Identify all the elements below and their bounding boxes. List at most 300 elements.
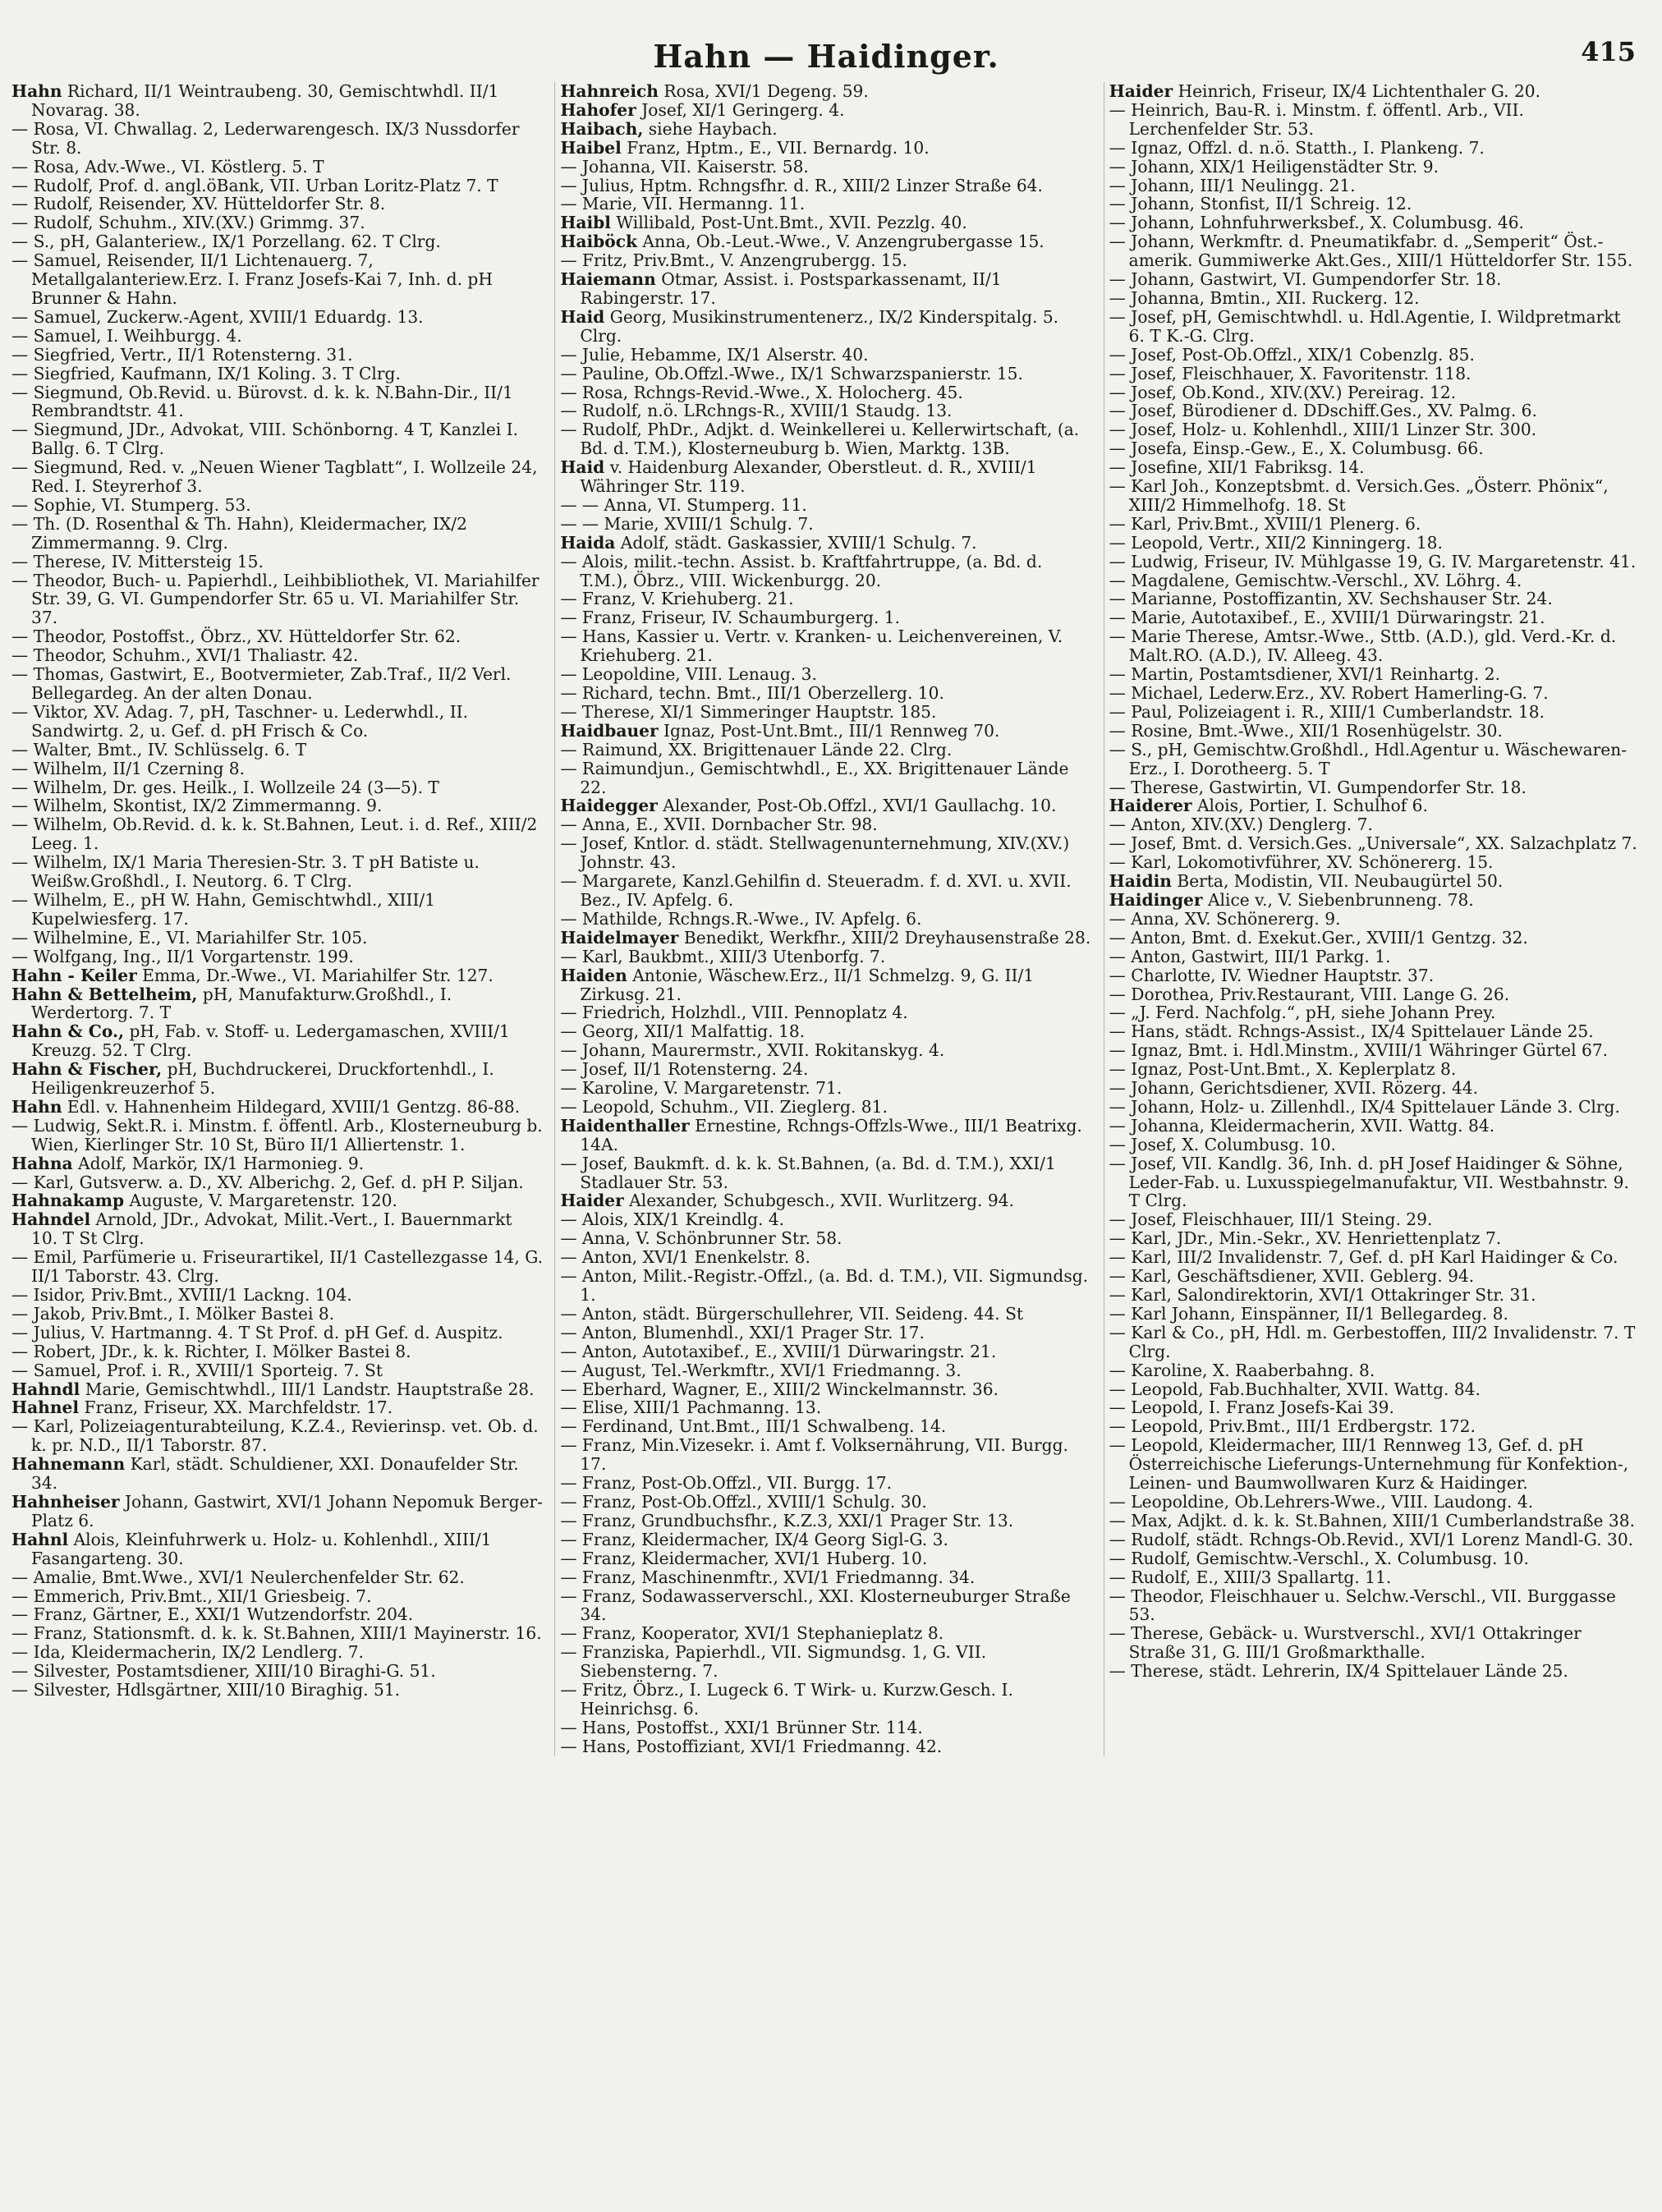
directory-entry — [11, 1531, 543, 1568]
directory-entry — [1109, 158, 1641, 177]
entry-surname: Haibl — [560, 213, 611, 233]
directory-entry — [11, 1605, 543, 1624]
entry-surname: Hahna — [11, 1153, 73, 1173]
entry-text: — August, Tel.-Werkmftr., XVI/1 Friedmanng. 3. — [560, 1360, 962, 1380]
directory-entry — [1109, 1136, 1641, 1154]
directory-entry — [560, 741, 1091, 760]
directory-entry — [560, 1436, 1091, 1474]
entry-text: — Therese, Gebäck- u. Wurstverschl., XVI/1 Ottakringer Straße 31, G. III/1 Großmarkthalle. — [1109, 1623, 1582, 1663]
entry-text: — Hans, Kassier u. Vertr. v. Kranken- u. Leichenvereinen, V. Kriehuberg. 21. — [560, 626, 1063, 666]
entry-text: — Julius, V. Hartmanng. 4. T St Prof. d. pH Gef. d. Auspitz. — [11, 1322, 503, 1342]
entry-text: — Johann, Stonfist, II/1 Schreig. 12. — [1109, 194, 1412, 214]
entry-text: — Josef, II/1 Rotensterng. 24. — [560, 1059, 809, 1080]
running-head: Hahn — Haidinger. — [653, 38, 999, 75]
directory-entry — [560, 270, 1091, 308]
entry-text: — Karl, Polizeiagenturabteilung, K.Z.4., Revierinsp. vet. Ob. d. k. pr. N.D., II/1 Taborstr. 87. — [11, 1416, 539, 1456]
directory-entry — [11, 1305, 543, 1324]
entry-text: — Josef, Ob.Kond., XIV.(XV.) Pereirag. 12. — [1109, 382, 1457, 402]
directory-entry — [1109, 139, 1641, 158]
directory-entry — [560, 1719, 1091, 1737]
entry-surname: Hahn - Keiler — [11, 965, 137, 985]
entry-text: Franz, Friseur, XX. Marchfeldstr. 17. — [79, 1397, 393, 1418]
entry-text: pH, Manufakturw.Großhdl., I. Werdertorg. 7. T — [31, 984, 452, 1023]
entry-text: — Franz, Gärtner, E., XXI/1 Wutzendorfstr. 204. — [11, 1604, 414, 1625]
entry-text: — Elise, XIII/1 Pachmanng. 13. — [560, 1397, 822, 1418]
directory-entry — [1109, 101, 1641, 139]
directory-entry — [11, 1022, 543, 1060]
directory-entry — [11, 82, 543, 120]
directory-entry — [11, 553, 543, 571]
directory-entry — [11, 383, 543, 421]
directory-entry — [560, 1549, 1091, 1568]
entry-text: — Silvester, Postamtsdiener, XIII/10 Biraghi-G. 51. — [11, 1661, 436, 1682]
entry-surname: Hahn — [11, 81, 62, 101]
directory-entry — [560, 948, 1091, 966]
directory-entry — [11, 1117, 543, 1154]
entry-surname: Haibach, — [560, 118, 644, 139]
entry-text: — Theodor, Schuhm., XVI/1 Thaliastr. 42. — [11, 645, 359, 666]
directory-entry — [1109, 270, 1641, 289]
entry-text: — Franz, Grundbuchsfhr., K.Z.3, XXI/1 Prager Str. 13. — [560, 1510, 1014, 1531]
directory-entry — [1109, 1060, 1641, 1079]
entry-text: — Wilhelm, Skontist, IX/2 Zimmermanng. 9. — [11, 796, 383, 816]
entry-text: — Johann, III/1 Neulingg. 21. — [1109, 175, 1356, 195]
directory-entry — [560, 1191, 1091, 1210]
entry-text: — Rudolf, Reisender, XV. Hütteldorfer Str. 8. — [11, 194, 386, 214]
directory-entry — [1109, 365, 1641, 383]
directory-entry — [11, 665, 543, 703]
entry-text: — Theodor, Postoffst., Öbrz., XV. Hütteldorfer Str. 62. — [11, 626, 461, 647]
entry-text: — S., pH, Galanteriew., IX/1 Porzellang. 62. T Clrg. — [11, 232, 441, 252]
directory-entry — [1109, 439, 1641, 458]
directory-entry — [560, 665, 1091, 684]
directory-entry — [1109, 1493, 1641, 1512]
directory-entry — [1109, 289, 1641, 308]
entry-text: Alois, Kleinfuhrwerk u. Holz- u. Kohlenhdl., XIII/1 Fasangarteng. 30. — [31, 1529, 492, 1568]
directory-entry — [11, 232, 543, 251]
entry-text: — Samuel, Prof. i. R., XVIII/1 Sporteig. 7. St — [11, 1360, 383, 1380]
entry-text: — Rudolf, Prof. d. angl.öBank, VII. Urban Loritz-Platz 7. T — [11, 175, 498, 195]
directory-entry — [1109, 1041, 1641, 1060]
entry-text: — Theodor, Buch- u. Papierhdl., Leihbibliothek, VI. Mariahilfer Str. 39, G. VI. Gumpendorfer Str. 65 u. VI. Mariahilfer Str. 37. — [11, 570, 539, 628]
directory-entry — [1109, 1398, 1641, 1417]
page-number: 415 — [1581, 36, 1636, 67]
entry-text: — Karl, Lokomotivführer, XV. Schönererg. 15. — [1109, 852, 1494, 873]
directory-entry — [11, 1398, 543, 1417]
entry-text: — Siegfried, Vertr., II/1 Rotensterng. 31. — [11, 344, 353, 365]
directory-entry — [11, 948, 543, 966]
entry-text: — Ludwig, Friseur, IV. Mühlgasse 19, G. IV. Margaretenstr. 41. — [1109, 551, 1637, 571]
entry-text: — Anna, V. Schönbrunner Str. 58. — [560, 1228, 842, 1249]
column-2 — [554, 82, 1091, 1756]
entry-text: — Johann, Werkmftr. d. Pneumatikfabr. d. „Semperit“ Öst.-amerik. Gummiwerke Akt.Ges., XIII/1 Hütteldorfer Str. 155. — [1109, 232, 1633, 271]
directory-entry — [1109, 872, 1641, 891]
directory-entry — [11, 1643, 543, 1662]
directory-entry — [1109, 1267, 1641, 1286]
directory-entry — [560, 1098, 1091, 1117]
directory-entry — [560, 1643, 1091, 1681]
entry-text: — Alois, XIX/1 Kreindlg. 4. — [560, 1209, 785, 1230]
directory-entry — [1109, 948, 1641, 966]
directory-entry — [1109, 534, 1641, 553]
directory-entry — [560, 101, 1091, 120]
entry-text: — Fritz, Öbrz., I. Lugeck 6. T Wirk- u. Kurzw.Gesch. I. Heinrichsg. 6. — [560, 1680, 1013, 1719]
directory-entry — [11, 985, 543, 1023]
entry-text: — Therese, XI/1 Simmeringer Hauptstr. 185. — [560, 701, 937, 722]
entry-text: — — Anna, VI. Stumperg. 11. — [560, 494, 807, 515]
entry-text: Alexander, Post-Ob.Offzl., XVI/1 Gaullachg. 10. — [657, 796, 1057, 816]
directory-entry — [11, 1324, 543, 1342]
directory-entry — [11, 458, 543, 496]
directory-entry — [11, 1380, 543, 1399]
entry-surname: Haiböck — [560, 232, 638, 252]
directory-entry — [1109, 402, 1641, 420]
directory-entry — [560, 458, 1091, 496]
directory-entry — [11, 327, 543, 346]
directory-entry — [11, 703, 543, 741]
entry-text: — Anton, Gastwirt, III/1 Parkg. 1. — [1109, 946, 1391, 966]
entry-text: — Josef, Kntlor. d. städt. Stellwagenunternehmung, XIV.(XV.) Johnstr. 43. — [560, 833, 1070, 873]
entry-text: — Alois, milit.-techn. Assist. b. Kraftfahrtruppe, (a. Bd. d. T.M.), Öbrz., VIII. Wickenburgg. 20. — [560, 551, 1043, 590]
directory-entry — [560, 1324, 1091, 1342]
directory-entry — [11, 1191, 543, 1210]
directory-entry — [560, 703, 1091, 722]
directory-entry — [1109, 477, 1641, 515]
directory-entry — [560, 1681, 1091, 1719]
entry-text: — Isidor, Priv.Bmt., XVIII/1 Lackng. 104. — [11, 1285, 352, 1305]
directory-entry — [1109, 627, 1641, 665]
directory-entry — [560, 1079, 1091, 1098]
directory-entry — [11, 571, 543, 628]
entry-text: — Johann, Gastwirt, VI. Gumpendorfer Str. 18. — [1109, 269, 1502, 290]
entry-text: — Siegmund, Red. v. „Neuen Wiener Tagblatt“, I. Wollzeile 24, Red. I. Steyrerhof 3. — [11, 457, 538, 497]
entry-text: Willibald, Post-Unt.Bmt., XVII. Pezzlg. 40. — [610, 213, 967, 233]
directory-entry — [560, 1003, 1091, 1022]
entry-text: — Josefine, XII/1 Fabriksg. 14. — [1109, 457, 1365, 478]
entry-text: Georg, Musikinstrumentenerz., IX/2 Kinderspitalg. 5. Clrg. — [580, 306, 1059, 346]
directory-entry — [1109, 1098, 1641, 1117]
entry-text: — Rosa, Rchngs-Revid.-Wwe., X. Holocherg. 45. — [560, 382, 963, 402]
entry-text: Karl, städt. Schuldiener, XXI. Donaufelder Str. 34. — [31, 1454, 519, 1494]
directory-entry — [11, 1455, 543, 1493]
directory-entry — [1109, 515, 1641, 534]
entry-text: — Wilhelmine, E., VI. Mariahilfer Str. 105. — [11, 927, 368, 948]
directory-entry — [1109, 665, 1641, 684]
directory-entry — [11, 120, 543, 158]
directory-entry — [1109, 1229, 1641, 1248]
directory-entry — [560, 120, 1091, 139]
entry-text: Richard, II/1 Weintraubeng. 30, Gemischtwhdl. II/1 Novarag. 38. — [31, 81, 499, 120]
entry-text: — Rosine, Bmt.-Wwe., XII/1 Rosenhügelstr. 30. — [1109, 720, 1503, 741]
entry-surname: Haidin — [1109, 871, 1172, 892]
entry-text: — Anton, XIV.(XV.) Denglerg. 7. — [1109, 815, 1373, 835]
entry-text: — Amalie, Bmt.Wwe., XVI/1 Neulerchenfelder Str. 62. — [11, 1567, 465, 1587]
directory-entry — [11, 177, 543, 195]
directory-entry — [1109, 1361, 1641, 1380]
entry-text: — Leopold, Priv.Bmt., III/1 Erdbergstr. 172. — [1109, 1416, 1476, 1437]
directory-entry — [1109, 458, 1641, 477]
entry-text: — Thomas, Gastwirt, E., Bootvermieter, Zab.Traf., II/2 Verl. Bellegardeg. An der alten Donau. — [11, 664, 512, 703]
entry-text: — Ida, Kleidermacherin, IX/2 Lendlerg. 7. — [11, 1642, 364, 1663]
directory-entry — [1109, 1305, 1641, 1324]
entry-text: — Silvester, Hdlsgärtner, XIII/10 Biraghig. 51. — [11, 1680, 401, 1700]
entry-text: Alexander, Schubgesch., XVII. Wurlitzerg. 94. — [623, 1191, 1014, 1211]
directory-entry — [11, 1568, 543, 1587]
column-3 — [1104, 82, 1641, 1756]
directory-entry — [560, 1267, 1091, 1305]
directory-entry — [1109, 1154, 1641, 1211]
entry-text: — Marianne, Postoffizantin, XV. Sechshauser Str. 24. — [1109, 589, 1553, 609]
directory-entry — [11, 158, 543, 177]
entry-text: Emma, Dr.-Wwe., VI. Mariahilfer Str. 127. — [136, 965, 494, 985]
directory-entry — [1109, 1380, 1641, 1399]
entry-surname: Haidenthaller — [560, 1115, 690, 1136]
entry-text: — Viktor, XV. Adag. 7, pH, Taschner- u. Lederwhdl., II. Sandwirtg. 2, u. Gef. d. pH Frisch & Co. — [11, 701, 469, 741]
entry-text: — Rudolf, PhDr., Adjkt. d. Weinkellerei u. Kellerwirtschaft, (a. Bd. d. T.M.), Klosterneuburg b. Wien, Marktg. 13B. — [560, 420, 1080, 459]
entry-surname: Haiden — [560, 965, 627, 985]
directory-entry — [11, 646, 543, 665]
directory-entry — [560, 177, 1091, 195]
directory-entry — [11, 251, 543, 308]
directory-entry — [560, 1154, 1091, 1192]
entry-text: — Johann, Maurermstr., XVII. Rokitanskyg. 4. — [560, 1040, 945, 1061]
directory-entry — [560, 872, 1091, 910]
directory-entry — [560, 684, 1091, 703]
directory-entry — [560, 1117, 1091, 1154]
directory-entry — [560, 1342, 1091, 1361]
entry-text: — Raimund, XX. Brigittenauer Lände 22. Clrg. — [560, 739, 953, 760]
entry-text: — Walter, Bmt., IV. Schlüsselg. 6. T — [11, 739, 307, 760]
directory-entry — [560, 834, 1091, 872]
directory-entry — [11, 891, 543, 929]
directory-entry — [1109, 1286, 1641, 1305]
directory-entry — [1109, 177, 1641, 195]
entry-text: — — Marie, XVIII/1 Schulg. 7. — [560, 513, 814, 534]
entry-text: — Ignaz, Post-Unt.Bmt., X. Keplerplatz 8. — [1109, 1059, 1457, 1080]
directory-entry — [560, 365, 1091, 383]
directory-entry — [1109, 966, 1641, 985]
entry-text: — Rudolf, E., XIII/3 Spallartg. 11. — [1109, 1567, 1392, 1587]
entry-surname: Haiemann — [560, 269, 656, 290]
directory-entry — [1109, 1624, 1641, 1662]
directory-entry — [1109, 308, 1641, 346]
directory-entry — [560, 910, 1091, 929]
directory-entry — [560, 1305, 1091, 1324]
directory-entry — [560, 195, 1091, 213]
entry-text: — Rosa, Adv.-Wwe., VI. Köstlerg. 5. T — [11, 156, 324, 177]
directory-entry — [1109, 1022, 1641, 1041]
entry-text: — Mathilde, Rchngs.R.-Wwe., IV. Apfelg. 6. — [560, 908, 922, 929]
directory-entry — [11, 1624, 543, 1643]
entry-surname: Hahnel — [11, 1397, 80, 1418]
entry-text: — Emmerich, Priv.Bmt., XII/1 Griesbeig. 7. — [11, 1586, 372, 1606]
directory-entry — [1109, 1003, 1641, 1022]
directory-entry — [1109, 1117, 1641, 1136]
entry-surname: Haidinger — [1109, 889, 1203, 910]
entry-text: Anna, Ob.-Leut.-Wwe., V. Anzengrubergasse 15. — [637, 232, 1044, 252]
directory-entry — [1109, 1436, 1641, 1493]
entry-text: — Th. (D. Rosenthal & Th. Hahn), Kleidermacher, IX/2 Zimmermanng. 9. Clrg. — [11, 513, 467, 553]
entry-text: — Karl, Gutsverw. a. D., XV. Alberichg. 2, Gef. d. pH P. Siljan. — [11, 1172, 524, 1192]
directory-entry — [560, 590, 1091, 608]
directory-entry — [11, 1493, 543, 1531]
entry-surname: Hahnl — [11, 1529, 69, 1549]
entry-text: — Anton, städt. Bürgerschullehrer, VII. Seideng. 44. St — [560, 1303, 1024, 1324]
entry-text: — Hans, Postoffst., XXI/1 Brünner Str. 114. — [560, 1717, 923, 1737]
directory-entry — [560, 213, 1091, 232]
entry-text: — Robert, JDr., k. k. Richter, I. Mölker Bastei 8. — [11, 1341, 411, 1361]
entry-text: — Leopold, Schuhm., VII. Zieglerg. 81. — [560, 1096, 888, 1117]
entry-text: — Johanna, VII. Kaiserstr. 58. — [560, 156, 809, 177]
entry-text: — Josef, Bürodiener d. DDschiff.Ges., XV. Palmg. 6. — [1109, 401, 1537, 421]
entry-text: — Samuel, I. Weihburgg. 4. — [11, 325, 242, 346]
directory-entry — [560, 1417, 1091, 1436]
entry-text: — Sophie, VI. Stumperg. 53. — [11, 494, 251, 515]
entry-text: — Karl, Salondirektorin, XVI/1 Ottakringer Str. 31. — [1109, 1285, 1536, 1305]
entry-text: — Johanna, Bmtin., XII. Ruckerg. 12. — [1109, 287, 1420, 308]
entry-text: — Ignaz, Offzl. d. n.ö. Statth., I. Plankeng. 7. — [1109, 137, 1485, 158]
directory-entry — [560, 402, 1091, 420]
directory-entry — [11, 815, 543, 853]
entry-text: Adolf, Markör, IX/1 Harmonieg. 9. — [72, 1153, 365, 1173]
directory-entry — [11, 778, 543, 797]
entry-text: — Ludwig, Sekt.R. i. Minstm. f. öffentl. Arb., Klosterneuburg b. Wien, Kierlinger Str. 10 St, Büro II/1 Alliertenstr. 1. — [11, 1115, 543, 1154]
directory-entry — [11, 420, 543, 458]
entry-text: — Wolfgang, Ing., II/1 Vorgartenstr. 199. — [11, 946, 354, 966]
entry-text: Ernestine, Rchngs-Offzls-Wwe., III/1 Beatrixg. 14A. — [580, 1115, 1082, 1154]
entry-text: — Julie, Hebamme, IX/1 Alserstr. 40. — [560, 344, 869, 365]
directory-columns — [11, 82, 1641, 1756]
entry-text: — Martin, Postamtsdiener, XVI/1 Reinhartg. 2. — [1109, 664, 1501, 685]
directory-entry — [560, 1568, 1091, 1587]
entry-surname: Haid — [560, 306, 605, 327]
directory-entry — [560, 1041, 1091, 1060]
directory-entry — [1109, 1417, 1641, 1436]
entry-text: — Leopold, Fab.Buchhalter, XVII. Wattg. 84. — [1109, 1379, 1481, 1399]
directory-entry — [11, 496, 543, 515]
directory-entry — [560, 1737, 1091, 1756]
directory-entry — [1109, 1568, 1641, 1587]
entry-text: — Franz, V. Kriehuberg. 21. — [560, 589, 794, 609]
entry-text: — Franz, Maschinenmftr., XVI/1 Friedmanng. 34. — [560, 1567, 976, 1587]
entry-text: Alice v., V. Siebenbrunneng. 78. — [1202, 889, 1474, 910]
directory-entry — [1109, 910, 1641, 929]
directory-entry — [11, 1060, 543, 1098]
entry-text: — Karl, Priv.Bmt., XVIII/1 Plenerg. 6. — [1109, 513, 1421, 534]
directory-entry — [1109, 608, 1641, 627]
entry-text: — Anton, Blumenhdl., XXI/1 Prager Str. 17. — [560, 1322, 925, 1342]
entry-text: Alois, Portier, I. Schulhof 6. — [1191, 796, 1428, 816]
entry-text: — Therese, IV. Mittersteig 15. — [11, 551, 264, 571]
entry-text: — Ignaz, Bmt. i. Hdl.Minstm., XVIII/1 Währinger Gürtel 67. — [1109, 1040, 1609, 1061]
entry-text: — Leopold, Vertr., XII/2 Kinningerg. 18. — [1109, 532, 1443, 553]
directory-entry — [11, 1173, 543, 1192]
entry-text: — Johann, Holz- u. Zillenhdl., IX/4 Spittelauer Lände 3. Clrg. — [1109, 1096, 1620, 1117]
entry-text: — Leopoldine, VIII. Lenaug. 3. — [560, 664, 817, 685]
entry-text: — Wilhelm, IX/1 Maria Theresien-Str. 3. T pH Batiste u. Weißw.Großhdl., I. Neutorg. 6. T Clrg. — [11, 852, 480, 892]
directory-entry — [11, 1681, 543, 1700]
entry-text: Franz, Hptm., E., VII. Bernardg. 10. — [621, 137, 930, 158]
directory-entry — [11, 1417, 543, 1455]
directory-entry — [1109, 1079, 1641, 1098]
directory-entry — [1109, 1587, 1641, 1625]
entry-text: — Josef, X. Columbusg. 10. — [1109, 1134, 1336, 1154]
entry-text: Edl. v. Hahnenheim Hildegard, XVIII/1 Gentzg. 86-88. — [62, 1096, 521, 1117]
directory-entry — [560, 1380, 1091, 1399]
directory-entry — [1109, 346, 1641, 365]
directory-entry — [1109, 553, 1641, 571]
directory-entry — [11, 853, 543, 891]
directory-entry — [560, 383, 1091, 402]
entry-text: — „J. Ferd. Nachfolg.“, pH, siehe Johann Prey. — [1109, 1003, 1496, 1023]
entry-text: Marie, Gemischtwhdl., III/1 Landstr. Hauptstraße 28. — [80, 1379, 535, 1399]
directory-entry — [11, 515, 543, 553]
entry-surname: Hahnreich — [560, 81, 659, 101]
directory-entry — [560, 515, 1091, 534]
entry-text: Auguste, V. Margaretenstr. 120. — [124, 1191, 397, 1211]
entry-surname: Haidegger — [560, 796, 658, 816]
directory-entry — [11, 1154, 543, 1173]
entry-text: pH, Fab. v. Stoff- u. Ledergamaschen, XVIII/1 Kreuzg. 52. T Clrg. — [31, 1021, 510, 1061]
directory-entry — [1109, 1210, 1641, 1229]
directory-entry — [11, 1662, 543, 1681]
directory-entry — [1109, 891, 1641, 910]
entry-text: Josef, XI/1 Geringerg. 4. — [636, 99, 845, 120]
column-1 — [11, 82, 543, 1756]
entry-text: v. Haidenburg Alexander, Oberstleut. d. R., XVIII/1 Währinger Str. 119. — [580, 457, 1037, 497]
entry-text: — S., pH, Gemischtw.Großhdl., Hdl.Agentur u. Wäschewaren-Erz., I. Dorotheerg. 5. T — [1109, 739, 1628, 778]
entry-text: — Johann, XIX/1 Heiligenstädter Str. 9. — [1109, 156, 1439, 177]
entry-text: — Karoline, V. Margaretenstr. 71. — [560, 1078, 842, 1099]
entry-surname: Hahn & Bettelheim, — [11, 984, 198, 1004]
directory-entry — [1109, 213, 1641, 232]
directory-entry — [1109, 1549, 1641, 1568]
directory-entry — [1109, 1324, 1641, 1361]
directory-entry — [560, 1587, 1091, 1625]
entry-text: — Karl, JDr., Min.-Sekr., XV. Henriettenplatz 7. — [1109, 1228, 1502, 1249]
entry-text: — Karl Johann, Einspänner, II/1 Bellegardeg. 8. — [1109, 1303, 1508, 1324]
directory-entry — [1109, 815, 1641, 834]
page-header — [11, 23, 1641, 82]
directory-entry — [11, 1248, 543, 1286]
directory-entry — [560, 346, 1091, 365]
directory-entry — [560, 1060, 1091, 1079]
directory-entry — [560, 1474, 1091, 1493]
entry-text: — Eberhard, Wagner, E., XIII/2 Winckelmannstr. 36. — [560, 1379, 999, 1399]
directory-entry — [560, 722, 1091, 741]
directory-entry — [1109, 195, 1641, 213]
entry-text: — Siegmund, Ob.Revid. u. Bürovst. d. k. k. N.Bahn-Dir., II/1 Rembrandtstr. 41. — [11, 382, 513, 421]
entry-text: — Michael, Lederw.Erz., XV. Robert Hamerling-G. 7. — [1109, 683, 1549, 703]
directory-entry — [1109, 741, 1641, 778]
directory-entry — [560, 815, 1091, 834]
entry-text: Adolf, städt. Gaskassier, XVIII/1 Schulg. 7. — [615, 532, 977, 553]
entry-text: — Josef, Post-Ob.Offzl., XIX/1 Cobenzlg. 85. — [1109, 344, 1475, 365]
entry-text: — Anna, XV. Schönererg. 9. — [1109, 908, 1341, 929]
entry-text: — Franz, Post-Ob.Offzl., XVIII/1 Schulg. 30. — [560, 1491, 927, 1512]
entry-text: — Therese, städt. Lehrerin, IX/4 Spittelauer Lände 25. — [1109, 1661, 1568, 1682]
entry-text: — Wilhelm, Ob.Revid. d. k. k. St.Bahnen, Leut. i. d. Ref., XIII/2 Leeg. 1. — [11, 815, 538, 854]
entry-text: — Franz, Min.Vizesekr. i. Amt f. Volksernährung, VII. Burgg. 17. — [560, 1435, 1068, 1475]
directory-entry — [11, 1342, 543, 1361]
directory-entry — [560, 82, 1091, 101]
entry-surname: Hahnheiser — [11, 1491, 120, 1512]
entry-text: — Samuel, Reisender, II/1 Lichtenauerg. 7, Metallgalanteriew.Erz. I. Franz Josefs-Kai 7, Inh. d. pH Brunner & Hahn. — [11, 250, 493, 308]
directory-entry — [560, 232, 1091, 251]
directory-entry — [1109, 703, 1641, 722]
directory-entry — [1109, 420, 1641, 439]
directory-entry — [560, 608, 1091, 627]
